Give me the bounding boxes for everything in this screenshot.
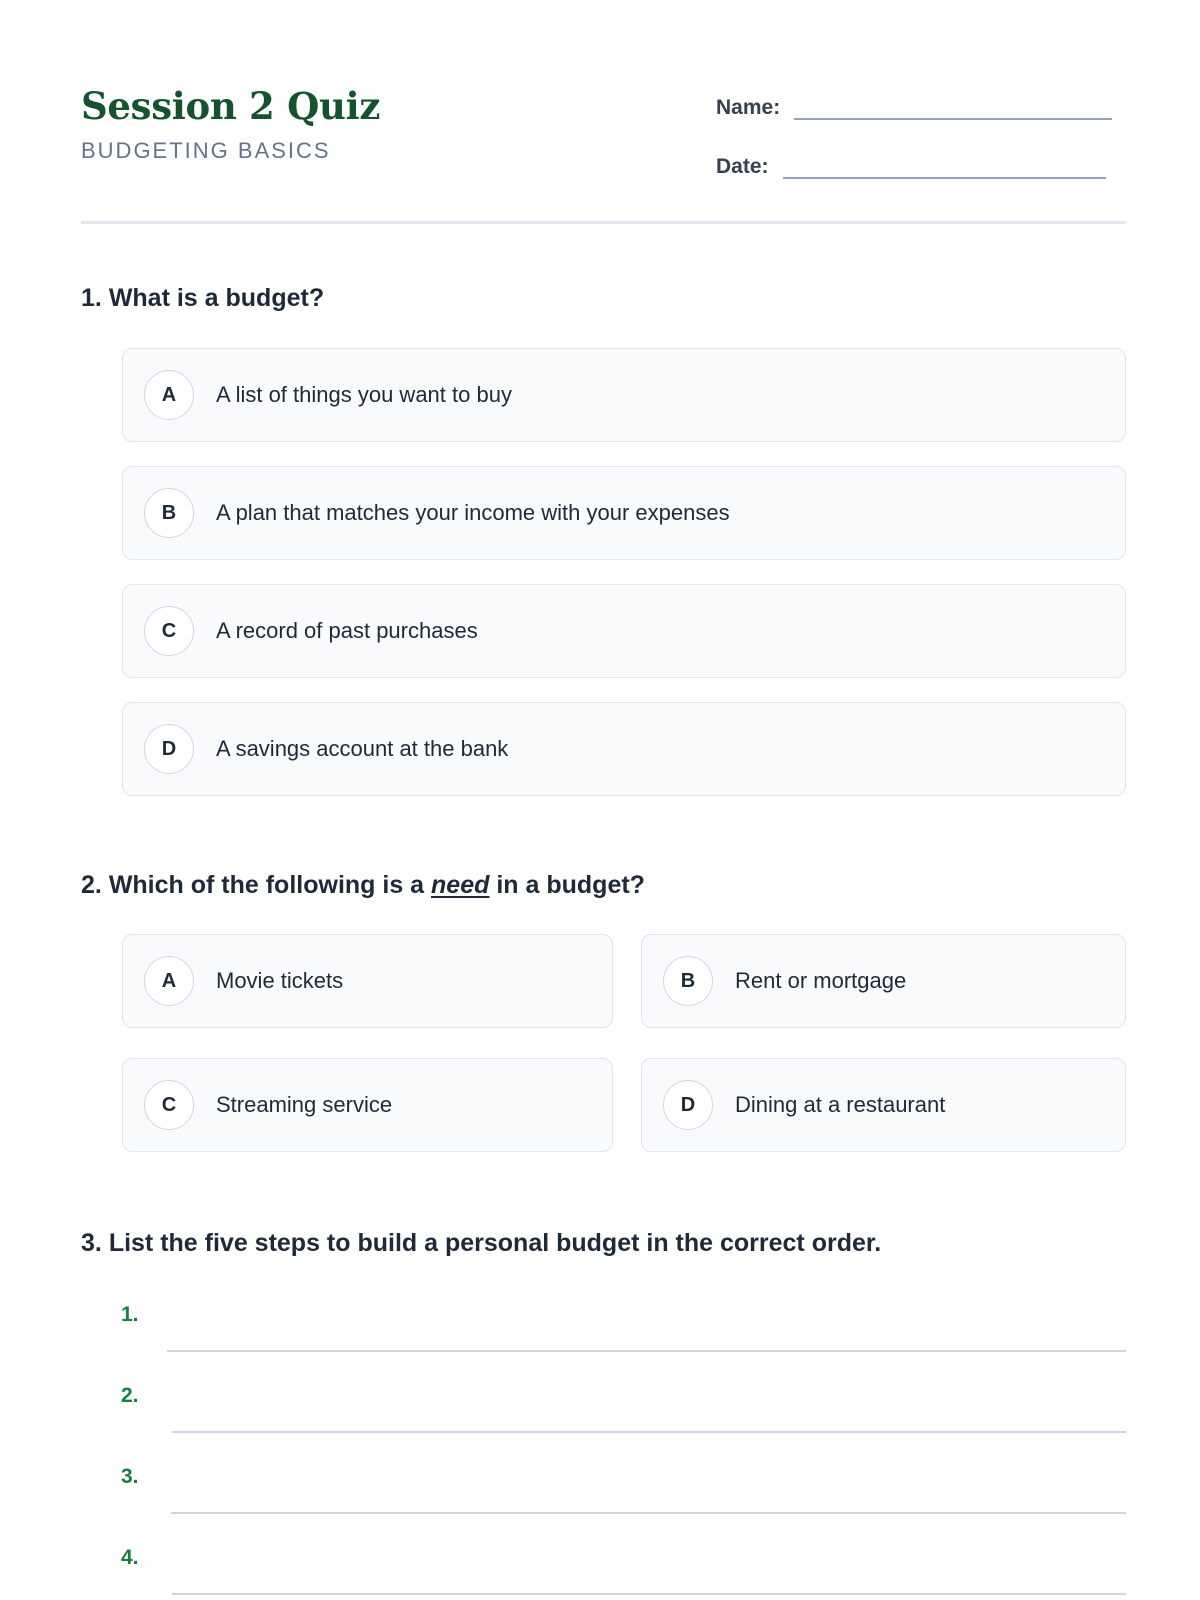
- option-text: A record of past purchases: [216, 618, 478, 643]
- option-text: A plan that matches your income with your expenses: [216, 500, 730, 525]
- q1-option-c[interactable]: [122, 584, 1126, 678]
- name-label: Name:: [716, 96, 781, 119]
- option-letter-badge: A: [144, 956, 194, 1006]
- option-text: Rent or mortgage: [735, 968, 907, 993]
- option-letter-badge: B: [663, 956, 713, 1006]
- answer-step-row: [121, 1465, 1126, 1515]
- option-letter-badge: C: [144, 1080, 194, 1130]
- page-subtitle: BUDGETING BASICS: [81, 138, 331, 163]
- option-letter-badge: D: [663, 1080, 713, 1130]
- question-number: 1.: [81, 284, 102, 312]
- option-text: A savings account at the bank: [216, 736, 509, 761]
- q2-option-a[interactable]: [122, 934, 613, 1028]
- step-number: 3.: [121, 1465, 139, 1488]
- step-number: 1.: [121, 1303, 139, 1326]
- question-1-title: [81, 284, 324, 313]
- question-text: What is a budget?: [108, 284, 325, 312]
- question-emphasis: need: [431, 871, 490, 899]
- quiz-header: [81, 0, 1126, 226]
- q2-option-d[interactable]: [641, 1058, 1126, 1152]
- date-field-row: [716, 145, 1106, 179]
- option-letter-badge: B: [144, 488, 194, 538]
- header-divider: [81, 221, 1126, 224]
- option-text: A list of things you want to buy: [216, 382, 512, 407]
- question-text: List the five steps to build a personal budget in the correct order.: [108, 1229, 882, 1257]
- date-field[interactable]: [783, 177, 1106, 179]
- step-number: 4.: [121, 1546, 139, 1569]
- step-answer-line[interactable]: [167, 1350, 1126, 1352]
- answer-step-row: [121, 1384, 1126, 1434]
- q1-option-d[interactable]: [122, 702, 1126, 796]
- q1-option-a[interactable]: [122, 348, 1126, 442]
- question-text-after: in a budget?: [496, 871, 645, 899]
- option-text: Streaming service: [216, 1092, 393, 1117]
- date-label: Date:: [716, 155, 769, 178]
- option-text: Movie tickets: [216, 968, 344, 993]
- question-number: 2.: [81, 871, 102, 899]
- page-title: Session 2 Quiz: [81, 84, 381, 128]
- option-letter-badge: C: [144, 606, 194, 656]
- name-field[interactable]: [794, 118, 1112, 120]
- question-2-title: [81, 871, 645, 900]
- step-number: 2.: [121, 1384, 139, 1407]
- name-field-row: [716, 86, 1112, 120]
- step-answer-line[interactable]: [172, 1593, 1126, 1595]
- answer-step-row: [121, 1546, 1126, 1596]
- step-answer-line[interactable]: [171, 1512, 1126, 1514]
- q2-option-c[interactable]: [122, 1058, 613, 1152]
- option-letter-badge: D: [144, 724, 194, 774]
- question-number: 3.: [81, 1229, 102, 1257]
- q2-option-b[interactable]: [641, 934, 1126, 1028]
- option-text: Dining at a restaurant: [735, 1092, 946, 1117]
- answer-step-row: [121, 1303, 1126, 1353]
- question-text-before: Which of the following is a: [108, 871, 425, 899]
- option-letter-badge: A: [144, 370, 194, 420]
- q1-option-b[interactable]: [122, 466, 1126, 560]
- question-3-title: [81, 1229, 881, 1258]
- step-answer-line[interactable]: [172, 1431, 1126, 1433]
